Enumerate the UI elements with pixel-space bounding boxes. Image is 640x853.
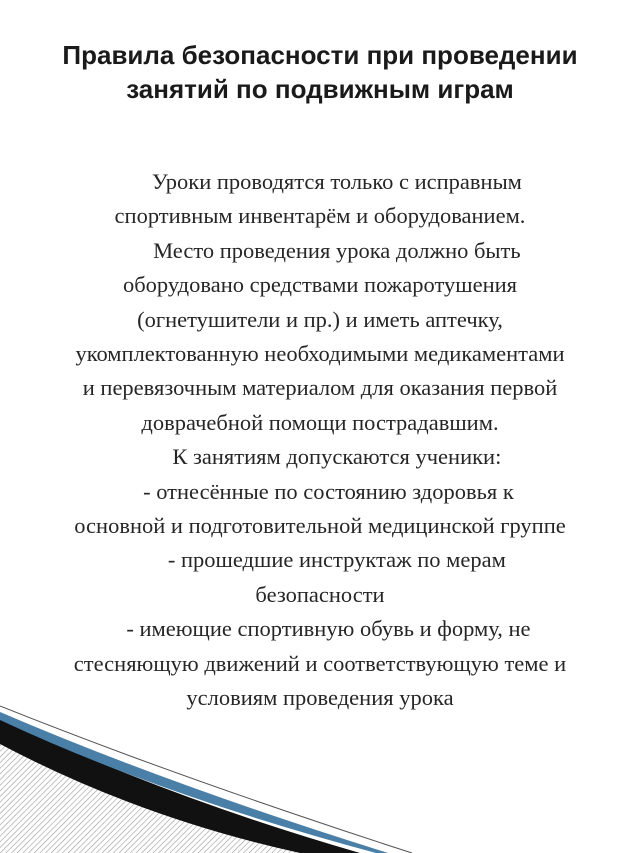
diagonal-swoosh-icon [0, 700, 420, 853]
text-line: - отнесённые по состоянию здоровья к [126, 478, 514, 504]
title-line-2: занятий по подвижным играм [126, 74, 514, 104]
text-line: - прошедшие инструктаж по мерам [134, 547, 506, 573]
text-line: К занятиям допускаются ученики: [138, 444, 502, 470]
text-line: условиям проведения урока [186, 685, 454, 711]
text-line: Уроки проводятся только с исправным [118, 169, 522, 194]
text-line: оборудовано средствами пожаротушения [122, 272, 518, 298]
text-line: - имеющие спортивную обувь и форму, не [109, 616, 531, 642]
safety-rules-text [0, 165, 640, 716]
text-line: укомплектованную необходимыми медикаментами [75, 341, 565, 367]
text-line: спортивным инвентарём и оборудованием. [114, 203, 526, 229]
slide-title [10, 38, 630, 106]
text-line: основной и подготовительной медицинской группе [74, 513, 566, 539]
text-line: стесняющую движений и соответствующую теме и [73, 650, 567, 676]
title-line-1: Правила безопасности при проведении [62, 40, 578, 70]
text-line: безопасности [255, 581, 385, 607]
text-line: доврачебной помощи пострадавшим. [141, 409, 499, 435]
text-line: Место проведения урока должно быть [119, 237, 521, 263]
text-line: и перевязочным материалом для оказания первой [82, 375, 558, 401]
text-line: (огнетушители и пр.) и иметь аптечку, [137, 306, 503, 332]
